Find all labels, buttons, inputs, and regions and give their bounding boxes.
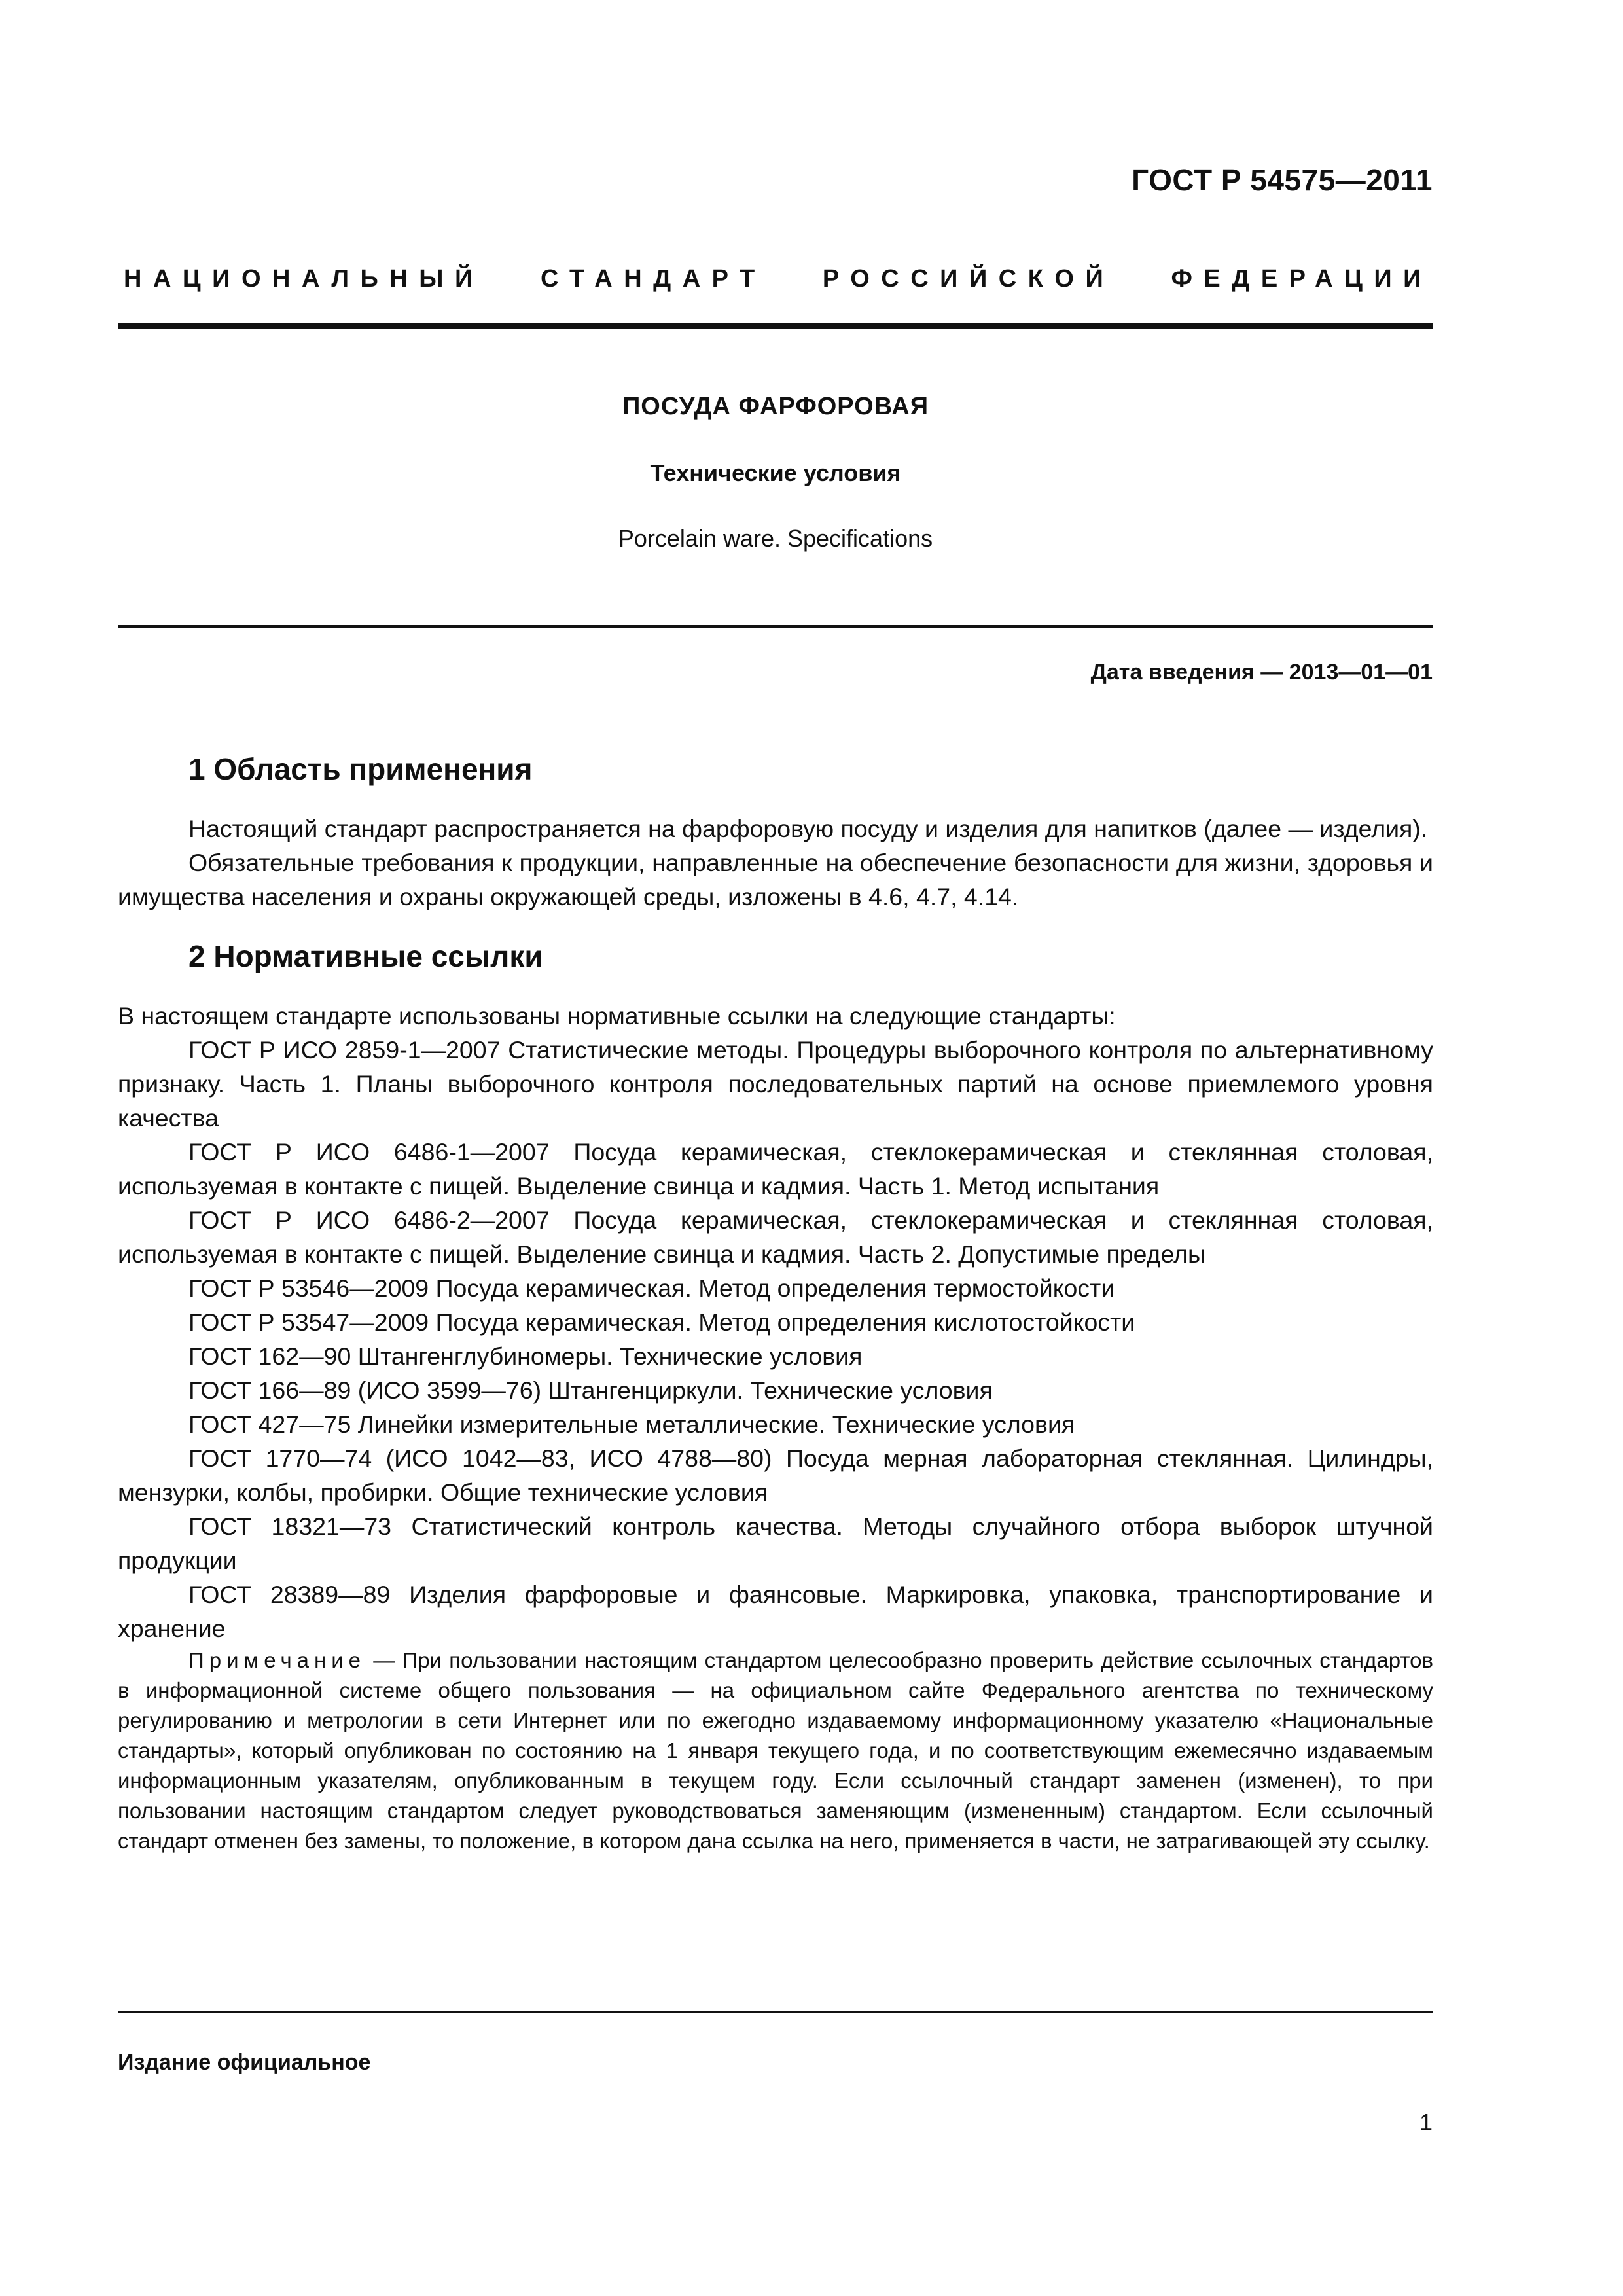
section-heading: 1 Область применения (188, 752, 533, 786)
reference-item: ГОСТ 162—90 Штангенглубиномеры. Технические условия (188, 1342, 863, 1370)
document-subtitle: Технические условия (650, 459, 901, 486)
footer-rule (118, 2011, 1433, 2013)
references-intro: В настоящем стандарте использованы нормативные ссылки на следующие стандарты: (118, 1002, 1116, 1030)
national-standard-title: НАЦИОНАЛЬНЫЙ СТАНДАРТ РОССИЙСКОЙ ФЕДЕРАЦИИ (124, 265, 1433, 293)
section-heading: 2 Нормативные ссылки (188, 939, 543, 973)
document-body (118, 746, 1433, 1856)
reference-item: ГОСТ 1770—74 (ИСО 1042—83, ИСО 4788—80) Посуда мерная лабораторная стеклянная. Цилиндры, мензурки, колбы, пробирки. Общие технические условия (118, 1444, 1433, 1506)
reference-item: ГОСТ Р 53546—2009 Посуда керамическая. Метод определения термостойкости (188, 1274, 1115, 1302)
note-text: — При пользовании настоящим стандартом целесообразно проверить действие ссылочных стандартов в информационной системе общего пользования — на официальном сайте Федерального агентства по техническому регулированию и метрологии в сети Интернет или по ежегодно издаваемому информационному указателю «Национальные стандарты», который опубликован по состоянию на 1 января текущего года, и по соответствующим ежемесячно издаваемым информационным указателям, опубликованным в текущем году. Если ссылочный стандарт заменен (изменен), то при пользовании настоящим стандартом следует руководствоваться заменяющим (измененным) стандартом. Если ссылочный стандарт отменен без замены, то положение, в котором дана ссылка на него, применяется в части, не затрагивающей эту ссылку. (118, 1648, 1433, 1853)
introduction-date: Дата введения — 2013—01—01 (1090, 660, 1433, 685)
reference-item: ГОСТ 28389—89 Изделия фарфоровые и фаянсовые. Маркировка, упаковка, транспортирование и хранение (118, 1581, 1433, 1642)
paragraph: Настоящий стандарт распространяется на фарфоровую посуду и изделия для напитков (далее — изделия). (188, 815, 1428, 842)
note (118, 1645, 1433, 1856)
english-title: Porcelain ware. Specifications (618, 525, 933, 552)
page-number: 1 (1419, 2109, 1433, 2136)
reference-item: ГОСТ Р 53547—2009 Посуда керамическая. Метод определения кислотостойкости (188, 1308, 1135, 1336)
reference-item: ГОСТ 166—89 (ИСО 3599—76) Штангенциркули. Технические условия (188, 1376, 993, 1404)
standard-code: ГОСТ Р 54575—2011 (1132, 163, 1433, 197)
reference-item: ГОСТ 18321—73 Статистический контроль качества. Методы случайного отбора выборок штучной продукции (118, 1513, 1433, 1574)
reference-item: ГОСТ 427—75 Линейки измерительные металлические. Технические условия (188, 1410, 1075, 1438)
reference-item: ГОСТ Р ИСО 2859-1—2007 Статистические методы. Процедуры выборочного контроля по альтернативному признаку. Часть 1. Планы выборочного контроля последовательных партий на основе приемлемого уровня качества (118, 1036, 1433, 1132)
note-label: Примечание (188, 1648, 366, 1672)
reference-item: ГОСТ Р ИСО 6486-2—2007 Посуда керамическая, стеклокерамическая и стеклянная столовая, используемая в контакте с пищей. Выделение свинца и кадмия. Часть 2. Допустимые пределы (118, 1206, 1433, 1268)
document-title: ПОСУДА ФАРФОРОВАЯ (622, 393, 929, 420)
reference-item: ГОСТ Р ИСО 6486-1—2007 Посуда керамическая, стеклокерамическая и стеклянная столовая, используемая в контакте с пищей. Выделение свинца и кадмия. Часть 1. Метод испытания (118, 1138, 1433, 1200)
title-rule (118, 625, 1433, 628)
paragraph: Обязательные требования к продукции, направленные на обеспечение безопасности для жизни, здоровья и имущества населения и охраны окружающей среды, изложены в 4.6, 4.7, 4.14. (118, 849, 1433, 910)
header-rule (118, 323, 1433, 329)
official-edition: Издание официальное (118, 2050, 371, 2075)
